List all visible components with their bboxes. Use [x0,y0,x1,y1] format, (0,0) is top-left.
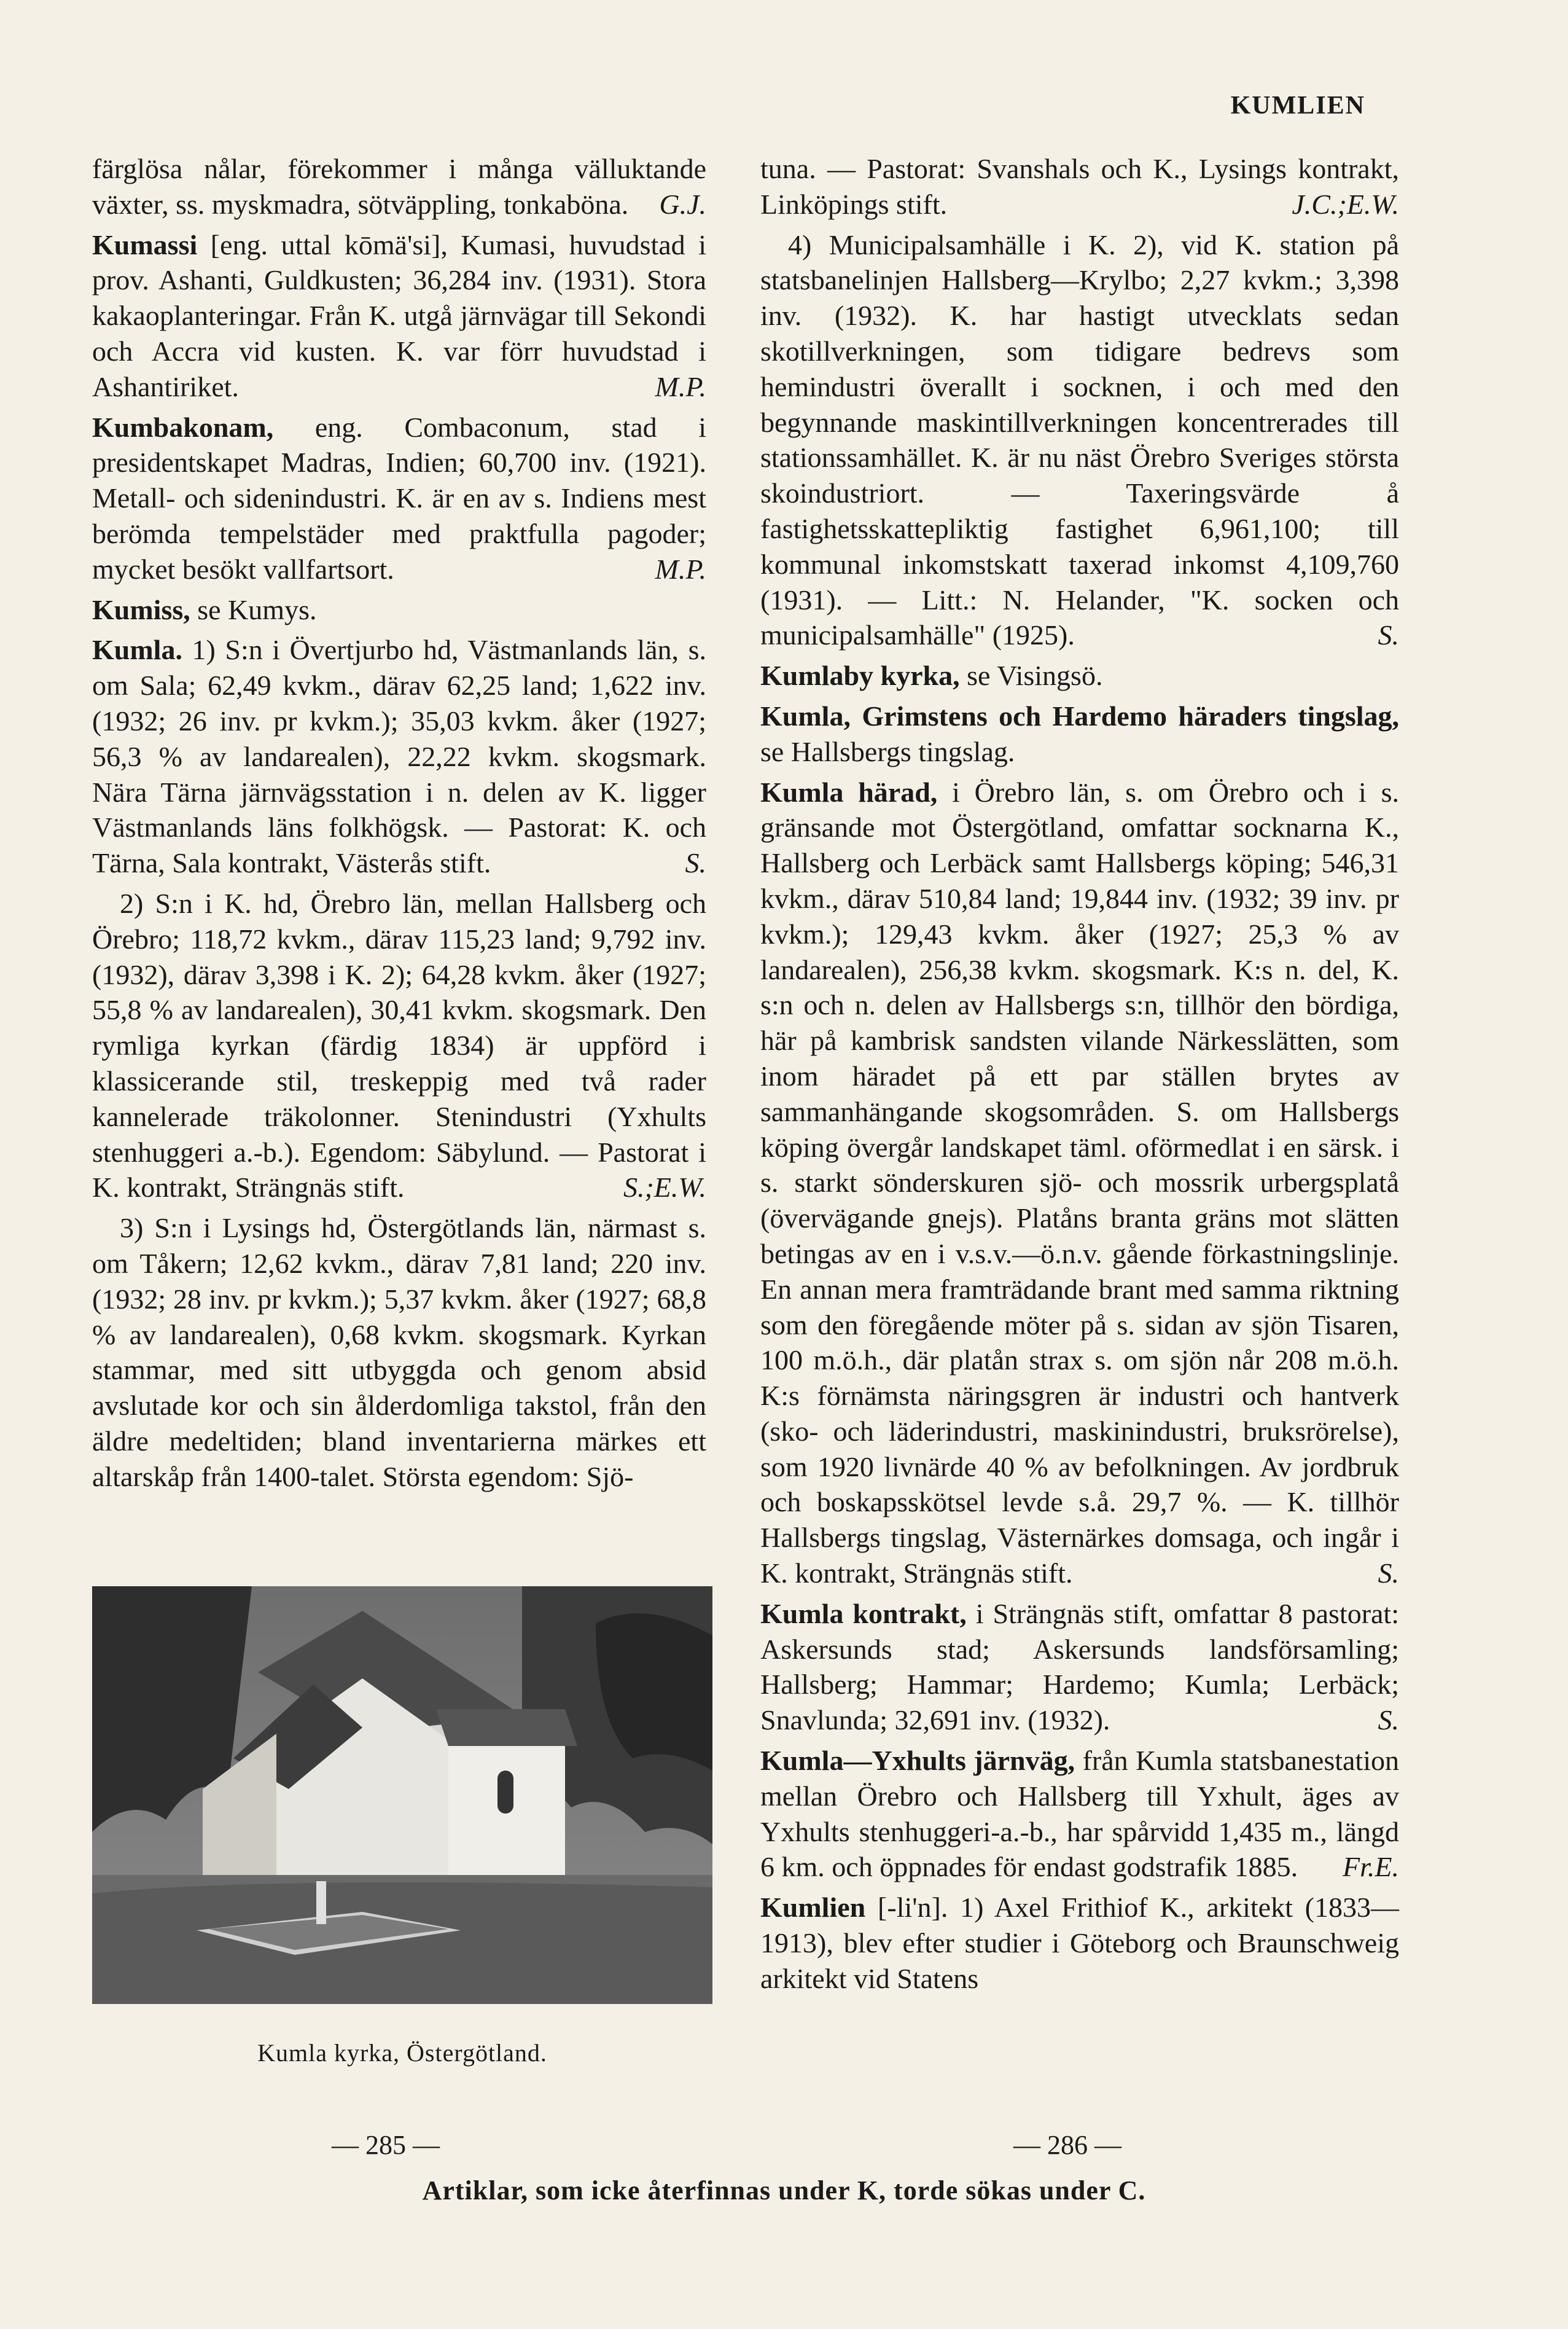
footer-note: Artiklar, som icke återfinnas under K, torde sökas under C. [422,2175,1146,2206]
church-photo [92,1586,712,2004]
left-column [92,151,706,1494]
entry-headword: Kumla, Grimstens och Hardemo häraders tingslag, [760,700,1399,732]
entry-headword: Kumlien [760,1892,866,1924]
author-signature: J.C.;E.W. [1292,188,1399,220]
author-signature: S.;E.W. [623,1172,706,1204]
entry-text: eng. Combaconum, stad i presidentskapet Madras, Indien; 60,700 inv. (1921). Metall- och sidenindustri. K. är en av s. Indiens mest berömda tempelstäder med praktfulla pagoder; mycket besökt vallfartsort. [92,411,706,585]
entry-paragraph [760,658,1399,694]
entry-text: [eng. uttal kōmä'si], Kumasi, huvudstad i prov. Ashanti, Guldkusten; 36,284 inv. (1931). Stora kakaoplanteringar. Från K. utgå järnvägar till Sekondi och Accra vid kusten. K. var förr huvudstad i Ashantiriket. [92,229,706,402]
author-signature: S. [685,847,706,879]
entry-text: i Örebro län, s. om Örebro och i s. gränsande mot Östergötland, omfattar socknarna K., Hallsberg och Lerbäck samt Hallsbergs köping; 546,31 kvkm., därav 510,84 land; 19,844 inv. (1932; 39 inv. pr kvkm.); 129,43 kvkm. åker (1927; 25,3 % av landarealen), 256,38 kvkm. skogsmark. K:s n. del, K. s:n och n. delen av Hallsbergs s:n, tillhör den bördiga, här på kambrisk sandsten vilande Närkesslätten, som inom häradet på ett par ställen brytes av sammanhängande skogsområden. S. om Hallsbergs köping övergår landskapet täml. oförmedlat i en särsk. i s. starkt sönderskuren sjö- och mossrik urbergsplatå (övervägande gnejs). Platåns branta gräns mot slätten betingas av en i v.s.v.—ö.n.v. gående förkastningslinje. En annan mera framträdande brant med samma riktning som den föregående möter på s. sidan av sjön Tisaren, 100 m.ö.h., där platån strax s. om sjön når 208 m.ö.h. K:s förnämsta näringsgren är industri och hantverk (sko- och läderindustri, maskinindustri, bruksrörelse), som 1920 livnärde 40 % av befolkningen. Av jordbruk och boskapsskötsel levde s.å. 29,7 %. — K. tillhör Hallsbergs tingslag, Västernärkes domsaga, och ingår i K. kontrakt, Strängnäs stift. [760,776,1399,1589]
author-signature: Fr.E. [1343,1851,1399,1883]
entry-headword: Kumassi [92,229,198,260]
entry-paragraph [760,227,1399,654]
entry-paragraph [760,1596,1399,1738]
entry-text: från Kumla statsbanestation mellan Örebro och Hallsberg till Yxhult, äges av Yxhults stenhuggeri-a.-b., har spårvidd 1,435 m., längd 6 km. och öppnades för endast godstrafik 1885. [760,1745,1399,1883]
entry-headword: Kumlaby kyrka, [760,660,960,692]
entry-headword: Kumla kontrakt, [760,1597,967,1629]
entry-paragraph [92,1210,706,1494]
page-number-left: — 285 — [332,2130,440,2160]
entry-text: i Strängnäs stift, omfattar 8 pastorat: Askersunds stad; Askersunds landsförsamling; Hallsberg; Hammar; Hardemo; Kumla; Lerbäck; Snavlunda; 32,691 inv. (1932). [760,1597,1399,1736]
entry-paragraph [760,699,1399,770]
entry-text: 4) Municipalsamhälle i K. 2), vid K. station på statsbanelinjen Hallsberg—Krylbo; 2,27 kvkm.; 3,398 inv. (1932). K. har hastigt utvecklats sedan skotillverkningen, som tidigare bedrevs som hemindustri överallt i socknen, i och med den begynnande maskintillverkningen koncentrerades till stationssamhället. K. är nu näst Örebro Sveriges största skoindustriort. — Taxeringsvärde å fastighetsskattepliktig fastighet 6,961,100; till kommunal inkomstskatt taxerad inkomst 4,109,760 (1931). — Litt.: N. Helander, "K. socken och municipalsamhälle" (1925). [760,229,1399,651]
author-signature: M.P. [655,370,706,402]
author-signature: S. [1378,619,1399,651]
entry-headword: Kumla. [92,634,182,666]
entry-text: se Kumys. [190,593,317,625]
entry-text: tuna. — Pastorat: Svanshals och K., Lysings kontrakt, Linköpings stift. [760,153,1399,220]
photo-caption: Kumla kyrka, Östergötland. [257,2039,547,2067]
entry-paragraph [92,410,706,587]
entry-paragraph [92,886,706,1205]
church-photo-image [92,1586,712,2004]
entry-paragraph [92,227,706,405]
entry-paragraph [92,151,706,222]
author-signature: S. [1378,1557,1399,1589]
entry-text: 1) S:n i Övertjurbo hd, Västmanlands län, s. om Sala; 62,49 kvkm., därav 62,25 land; 1,622 inv. (1932; 26 inv. pr kvkm.); 35,03 kvkm. åker (1927; 56,3 % av landarealen), 22,22 kvkm. skogsmark. Nära Tärna järnvägsstation i n. delen av K. ligger Västmanlands läns folkhögsk. — Pastorat: K. och Tärna, Sala kontrakt, Västerås stift. [92,634,706,879]
entry-paragraph [760,151,1399,222]
entry-paragraph [92,632,706,881]
entry-text: se Hallsbergs tingslag. [760,735,1015,767]
running-head: KUMLIEN [1230,92,1365,120]
entry-paragraph [760,775,1399,1591]
entry-text: 2) S:n i K. hd, Örebro län, mellan Hallsberg och Örebro; 118,72 kvkm., därav 115,23 land; 9,792 inv. (1932), därav 3,398 i K. 2); 64,28 kvkm. åker (1927; 55,8 % av landarealen), 30,41 kvkm. skogsmark. Den rymliga kyrkan (färdig 1834) är uppförd i klassicerande stil, treskeppig med två rader kannelerade träkolonner. Stenindustri (Yxhults stenhuggeri a.-b.). Egendom: Säbylund. — Pastorat i K. kontrakt, Strängnäs stift. [92,887,706,1204]
author-signature: M.P. [655,553,706,585]
entry-headword: Kumla—Yxhults järnväg, [760,1745,1075,1777]
entry-paragraph [92,592,706,628]
entry-headword: Kumbakonam, [92,411,274,443]
page-number-right: — 286 — [1013,2130,1121,2160]
entry-text: färglösa nålar, förekommer i många välluktande växter, ss. myskmadra, sötväppling, tonkaböna. [92,153,706,220]
author-signature: G.J. [659,188,706,220]
entry-headword: Kumiss, [92,593,190,625]
entry-text: [-li'n]. 1) Axel Frithiof K., arkitekt (1833—1913), blev efter studier i Göteborg och Braunschweig arkitekt vid Statens [760,1892,1399,1994]
entry-headword: Kumla härad, [760,776,938,808]
entry-text: se Visingsö. [959,660,1103,692]
entry-paragraph [760,1743,1399,1885]
entry-paragraph [760,1890,1399,1996]
right-column [760,151,1399,1997]
entry-text: 3) S:n i Lysings hd, Östergötlands län, närmast s. om Tåkern; 12,62 kvkm., därav 7,81 land; 220 inv. (1932; 28 inv. pr kvkm.); 5,37 kvkm. åker (1927; 68,8 % av landarealen), 0,68 kvkm. skogsmark. Kyrkan stammar, med sitt utbyggda och genom absid avslutade kor och sin ålderdomliga takstol, från den äldre medeltiden; bland inventarierna märkes ett altarskåp från 1400-talet. Största egendom: Sjö- [92,1212,706,1492]
author-signature: S. [1378,1704,1399,1736]
